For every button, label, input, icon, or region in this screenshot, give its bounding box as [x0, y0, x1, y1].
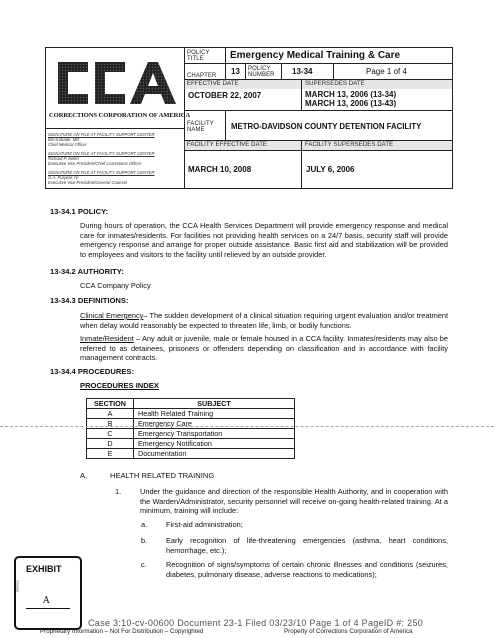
- scan-line: [0, 426, 494, 427]
- definition-inmate-resident: Inmate/Resident – Any adult or juvenile, male or female housed in a CCA facility. Inmates/residents may also be referred to as detainees, prisoners or offenders depending on classification and in accordance with facility management contracts.: [80, 334, 448, 363]
- policy-number-label-cell: POLICY NUMBER: [246, 64, 282, 80]
- org-name: CORRECTIONS CORPORATION OF AMERICA: [49, 112, 191, 119]
- table-row: A Health Related Training: [87, 409, 295, 419]
- facility-effective-label-cell: FACILITY EFFECTIVE DATE: [184, 141, 302, 151]
- facility-effective-cell: MARCH 10, 2008: [184, 151, 302, 188]
- procedures-index-title: PROCEDURES INDEX: [80, 381, 159, 390]
- footer-right: Property of Corrections Corporation of America: [284, 628, 413, 635]
- exhibit-letter: A: [43, 596, 50, 606]
- signature-2: SIGNATURE ON FILE AT FACILITY SUPPORT CENTER Richard P. Seiter Executive Vice President/Chief Corrections Officer: [48, 151, 155, 166]
- table-row: B Emergency Care: [87, 419, 295, 429]
- definition-clinical-emergency: Clinical Emergency– The sudden development of a clinical situation requiring urgent evaluation and/or treatment when delay would reasonably be expected to threaten life, limb, or bodily functions.: [80, 311, 448, 330]
- section-policy-heading: 13-34.1 POLICY:: [50, 207, 109, 216]
- section-a-letter: A.: [80, 471, 88, 480]
- policy-header: [45, 47, 453, 189]
- supersedes-label-cell: SUPERSEDES DATE: [302, 80, 452, 89]
- effective-date-cell: OCTOBER 22, 2007: [184, 89, 302, 111]
- exhibit-rule: [26, 608, 70, 609]
- authority-text: CCA Company Policy: [80, 281, 151, 290]
- procedures-index-table: [86, 398, 295, 459]
- facility-label-cell: FACILITY NAME: [184, 111, 226, 141]
- section-authority-heading: 13-34.2 AUTHORITY:: [50, 267, 124, 276]
- sub-a-text: First-aid administration;: [166, 520, 243, 529]
- facility-name-cell: [226, 111, 452, 141]
- section-a-title: HEALTH RELATED TRAINING: [110, 471, 215, 480]
- footer-left: Proprietary Information – Not For Distribution – Copyrighted: [40, 628, 204, 635]
- sub-b-letter: b.: [141, 536, 148, 545]
- policy-title: Emergency Medical Training & Care: [230, 50, 401, 61]
- effective-date-label-cell: EFFECTIVE DATE: [184, 80, 302, 89]
- facility-supersedes-cell: JULY 6, 2006: [306, 165, 355, 174]
- table-row: E Documentation: [87, 449, 295, 459]
- logo-block: [46, 48, 191, 128]
- policy-number-cell: 13-34: [282, 64, 334, 80]
- item-1-number: 1.: [115, 487, 122, 496]
- supersedes-cell: MARCH 13, 2006 (13-34) MARCH 13, 2006 (13-43): [302, 89, 452, 111]
- sub-a-letter: a.: [141, 520, 148, 529]
- table-row: D Emergency Notification: [87, 439, 295, 449]
- sub-c-text: Recognition of signs/symptoms of certain chronic illnesses and conditions (seizures, diabetes, pulmonary disease, adverse reactions to medications);: [166, 560, 448, 579]
- signature-1: SIGNATURE ON FILE AT FACILITY SUPPORT CENTER Bill Andrade, MD Chief Medical Officer: [48, 132, 155, 147]
- exhibit-sticker: [14, 556, 82, 630]
- signature-3: SIGNATURE ON FILE AT FACILITY SUPPORT CENTER G.A. Puryear, IV Executive Vice President/General Counsel: [48, 170, 155, 185]
- table-row: C Emergency Transportation: [87, 429, 295, 439]
- index-header-subject: SUBJECT: [134, 399, 295, 409]
- page-number: Page 1 of 4: [366, 67, 407, 76]
- item-1-text: Under the guidance and direction of the responsible Health Authority, and in cooperation with the Warden/Administrator, security personnel will receive on-going health-related training. At a minimum, training will include:: [140, 487, 448, 516]
- page-cell: [334, 64, 452, 80]
- policy-text: During hours of operation, the CCA Health Services Department will provide emergency response and medical care for inmates/residents. For facilities not providing health services on a 24/7 basis, security staff will provide emergency response and arrange for proper outside assistance. Basic first aid and stabilization will be provided to employees and visitors to the facility until relieved by an outside provider.: [80, 221, 448, 259]
- chapter-label-cell: CHAPTER: [184, 64, 226, 80]
- facility-supersedes-label-cell: FACILITY SUPERSEDES DATE: [302, 141, 452, 151]
- policy-title-cell: [226, 48, 452, 64]
- section-definitions-heading: 13-34.3 DEFINITIONS:: [50, 296, 129, 305]
- exhibit-side-text: tabbies: [15, 580, 20, 592]
- policy-title-label-cell: POLICY TITLE: [184, 48, 226, 64]
- exhibit-label: EXHIBIT: [26, 564, 62, 574]
- facility-name: METRO-DAVIDSON COUNTY DETENTION FACILITY: [231, 122, 422, 131]
- section-procedures-heading: 13-34.4 PROCEDURES:: [50, 367, 134, 376]
- signature-block: [46, 128, 185, 189]
- sub-b-text: Early recognition of life-threatening emergencies (asthma, heart conditions, hemorrhage, etc.);: [166, 536, 448, 555]
- chapter-cell: 13: [226, 64, 246, 80]
- court-filing-stamp: Case 3:10-cv-00600 Document 23-1 Filed 03/23/10 Page 1 of 4 PageID #: 250: [88, 618, 424, 628]
- sub-c-letter: c.: [141, 560, 147, 569]
- index-header-section: SECTION: [87, 399, 134, 409]
